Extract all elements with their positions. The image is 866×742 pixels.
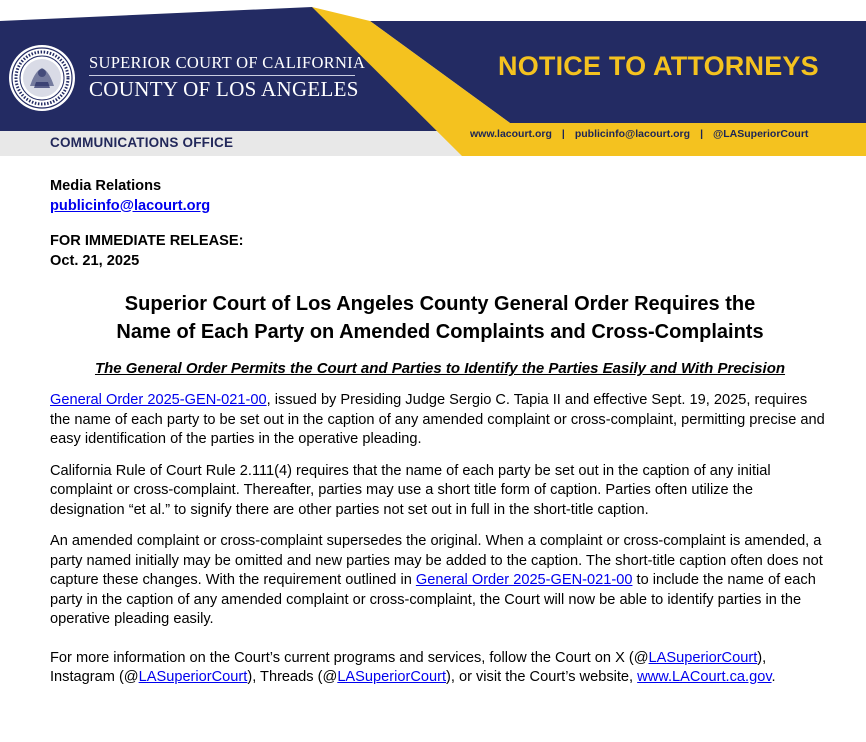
paragraph-4-text: ), Threads (@ [247,669,338,685]
headline-line2: Name of Each Party on Amended Complaints and Cross-Complaints [116,321,764,343]
threads-account-link[interactable]: LASuperiorCourt [337,669,447,685]
media-relations-label: Media Relations [50,178,162,194]
paragraph-1 [50,391,830,450]
instagram-account-link[interactable]: LASuperiorCourt [138,669,248,685]
media-email-link[interactable]: publicinfo@lacourt.org [50,197,211,214]
separator: | [700,128,704,140]
court-name-line1: SUPERIOR COURT OF CALIFORNIA [89,53,366,72]
page-header [0,0,866,156]
headline [50,290,830,346]
contact-strip [470,128,808,140]
paragraph-4-text: . [771,669,776,685]
communications-office-label: COMMUNICATIONS OFFICE [50,135,234,150]
release-date: Oct. 21, 2025 [50,252,140,269]
separator: | [561,128,565,140]
paragraph-3-text-before: An amended complaint or cross-complaint supersedes the original. When a complaint or cross-complaint is amended, a party named initially may be omitted and new parties may be added to the caption. The short-title caption often does not capture these changes. With the requirement outlined in [50,533,823,588]
paragraph-4-text: ), or visit the Court’s website, [446,669,638,685]
x-account-link[interactable]: LASuperiorCourt [648,649,758,666]
paragraph-1-text: , issued by Presiding Judge Sergio C. Tapia II and effective Sept. 19, 2025, requires the name of each party to be set out in the caption of any amended complaint or cross-complaint, permitting precise and easy identification of the parties in the operative pleading. [50,392,825,447]
paragraph-2: California Rule of Court Rule 2.111(4) requires that the name of each party be set out in the caption of any initial complaint or cross-complaint. Thereafter, parties may use a short title form of caption. Parties often utilize the designation “et al.” to signify there are other parties not set out in full in the short-title caption. [50,462,771,518]
court-name-divider [89,75,355,76]
press-release-body [50,177,830,688]
court-website-link[interactable]: www.LACourt.ca.gov [637,669,772,685]
website-link[interactable]: www.lacourt.org [470,128,552,140]
release-label: FOR IMMEDIATE RELEASE: [50,233,244,249]
paragraph-4 [50,649,830,688]
court-seal-icon [8,44,76,112]
paragraph-4-text: ), Instagram (@ [50,649,767,685]
headline-line1: Superior Court of Los Angeles County General Order Requires the [124,293,756,315]
paragraph-4-text: For more information on the Court’s current programs and services, follow the Court on X (@ [50,649,649,666]
paragraph-3 [50,532,830,630]
subheadline: The General Order Permits the Court and Parties to Identify the Parties Easily and With Precision [94,360,786,377]
general-order-link[interactable]: General Order 2025-GEN-021-00 [50,392,267,408]
email-link[interactable]: publicinfo@lacourt.org [574,128,691,140]
court-name-line2: COUNTY OF LOS ANGELES [89,77,359,101]
general-order-link[interactable]: General Order 2025-GEN-021-00 [415,572,633,588]
notice-title: NOTICE TO ATTORNEYS [498,51,819,81]
social-handle-link[interactable]: @LASuperiorCourt [713,128,809,140]
paragraph-3-text-after: to include the name of each party in the caption of any amended complaint or cross-complaint, the Court will now be able to identify parties in the operative pleading easily. [50,572,816,627]
